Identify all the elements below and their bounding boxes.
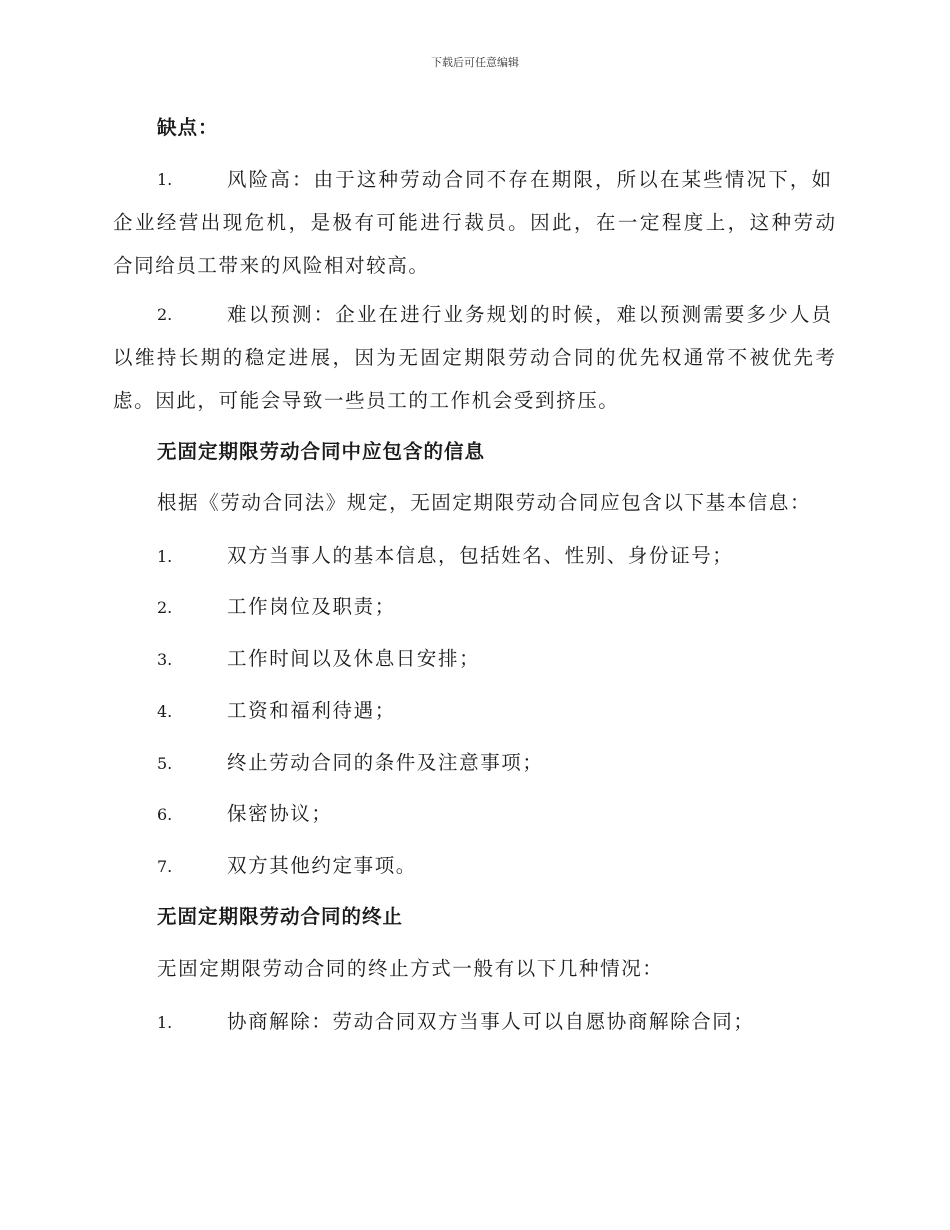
info-item-4-text: 工资和福利待遇； (227, 699, 396, 722)
info-item-2-number: 2. (157, 598, 173, 617)
info-item-4-number: 4. (157, 702, 173, 721)
cons-item-2-number: 2. (157, 305, 173, 324)
cons-item-2-line-1: 难以预测：企业在进行业务规划的时候，难以预测需要多少人员 (227, 303, 831, 326)
info-item-3-text: 工作时间以及休息日安排； (227, 647, 481, 670)
info-item-5-number: 5. (157, 754, 173, 773)
info-item-1-text: 双方当事人的基本信息，包括姓名、性别、身份证号； (227, 544, 734, 567)
cons-item-1-line-2: 企业经营出现危机，是极有可能进行裁员。因此，在一定程度上，这种劳动 (113, 211, 835, 234)
termination-item-1-number: 1. (157, 1013, 173, 1032)
info-item-1-number: 1. (157, 547, 173, 566)
info-section-intro: 根据《劳动合同法》规定，无固定期限劳动合同应包含以下基本信息： (157, 491, 812, 514)
header-note: 下载后可任意编辑 (431, 56, 519, 69)
cons-item-1-line-1: 风险高：由于这种劳动合同不存在期限，所以在某些情况下，如 (227, 168, 831, 191)
info-item-7-number: 7. (157, 857, 173, 876)
termination-section-heading: 无固定期限劳动合同的终止 (157, 905, 404, 928)
cons-item-2-line-2: 以维持长期的稳定进展，因为无固定期限劳动合同的优先权通常不被优先考 (113, 346, 835, 369)
termination-section-intro: 无固定期限劳动合同的终止方式一般有以下几种情况： (157, 957, 664, 980)
info-item-6-number: 6. (157, 805, 173, 824)
cons-item-2-line-3: 虑。因此，可能会导致一些员工的工作机会受到挤压。 (113, 389, 620, 412)
info-item-5-text: 终止劳动合同的条件及注意事项； (227, 751, 544, 774)
info-section-heading: 无固定期限劳动合同中应包含的信息 (157, 440, 486, 463)
info-item-6-text: 保密协议； (227, 802, 333, 825)
cons-heading: 缺点： (157, 116, 219, 139)
info-item-2-text: 工作岗位及职责； (227, 595, 396, 618)
info-item-7-text: 双方其他约定事项。 (227, 854, 417, 877)
termination-item-1-text: 协商解除：劳动合同双方当事人可以自愿协商解除合同； (227, 1010, 755, 1033)
info-item-3-number: 3. (157, 650, 173, 669)
cons-item-1-number: 1. (157, 170, 173, 189)
cons-item-1-line-3: 合同给员工带来的风险相对较高。 (113, 254, 430, 277)
